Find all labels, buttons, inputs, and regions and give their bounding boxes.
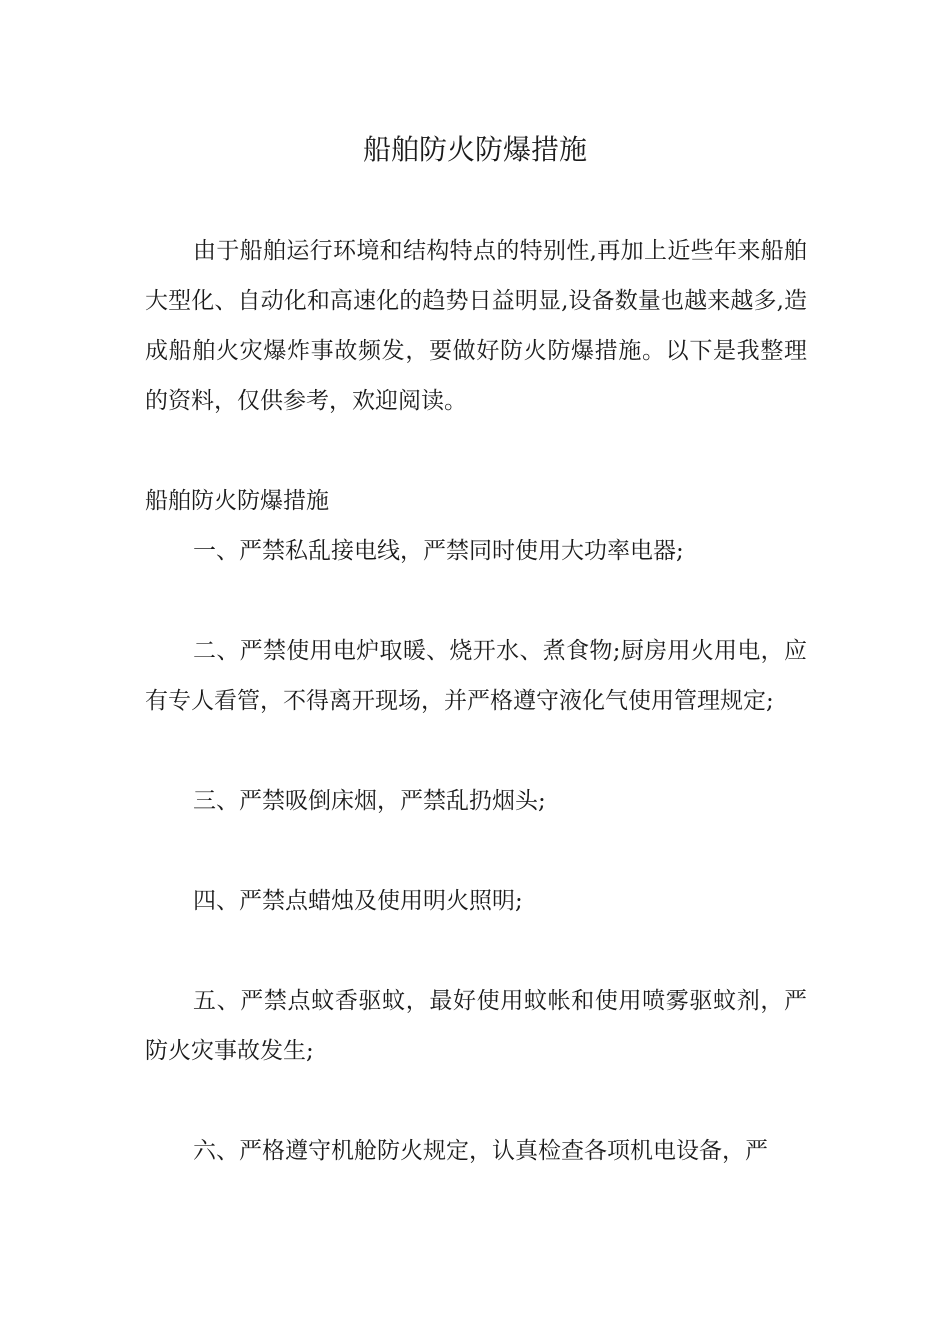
section-heading: 船舶防火防爆措施 bbox=[145, 488, 329, 514]
spacer bbox=[145, 826, 807, 876]
spacer bbox=[145, 926, 807, 976]
intro-paragraph: 由于船舶运行环境和结构特点的特别性,再加上近些年来船舶大型化、自动化和高速化的趋势日益明显,设备数量也越来越多,造成船舶火灾爆炸事故频发，要做好防火防爆措施。以下是我整理的资料，仅供参考，欢迎阅读。 bbox=[145, 238, 807, 414]
document-title: 船舶防火防爆措施 bbox=[362, 133, 587, 166]
spacer bbox=[145, 576, 807, 626]
spacer bbox=[145, 726, 807, 776]
list-item: 四、严禁点蜡烛及使用明火照明; bbox=[193, 888, 523, 914]
document-body bbox=[145, 226, 807, 1176]
list-item: 三、严禁吸倒床烟，严禁乱扔烟头; bbox=[193, 788, 546, 814]
spacer bbox=[145, 426, 807, 476]
list-item: 五、严禁点蚊香驱蚊，最好使用蚊帐和使用喷雾驱蚊剂，严防火灾事故发生; bbox=[145, 988, 807, 1064]
list-item: 六、严格遵守机舱防火规定，认真检查各项机电设备，严 bbox=[193, 1138, 768, 1164]
spacer bbox=[145, 1076, 807, 1126]
list-item: 二、严禁使用电炉取暖、烧开水、煮食物;厨房用火用电，应有专人看管，不得离开现场，并严格遵守液化气使用管理规定; bbox=[145, 638, 807, 714]
list-item: 一、严禁私乱接电线，严禁同时使用大功率电器; bbox=[193, 538, 684, 564]
